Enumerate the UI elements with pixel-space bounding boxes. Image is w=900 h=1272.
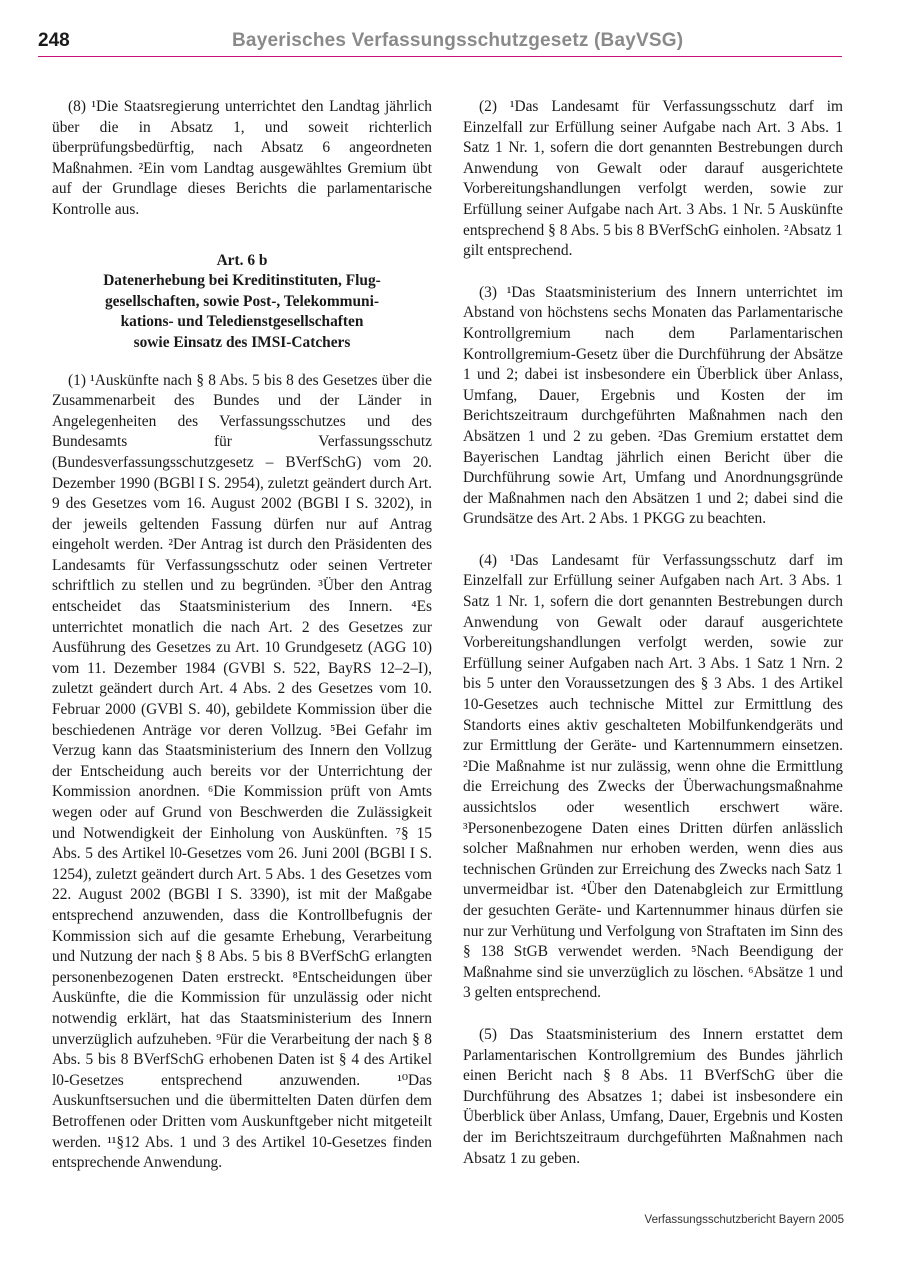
article-title-line: sowie Einsatz des IMSI-Catchers: [133, 333, 351, 351]
paragraph-8: (8) ¹Die Staatsregierung unterrichtet den Landtag jährlich über die in Absatz 1, und soweit richterlich überprüfungsbedürftig, nach Absatz 6 angeordneten Maßnahmen. ²Ein vom Landtag ausgewähltes Gremium übt auf der Grundlage dieses Berichts die parlamentarische Kontrolle aus.: [52, 98, 432, 218]
paragraph-1: (1) ¹Auskünfte nach § 8 Abs. 5 bis 8 des Gesetzes über die Zusammenarbeit des Bundes und der Länder in Angelegenheiten des Verfassungsschutzes und des Bundesamts für Verfassungsschutz (Bundesverfassungsschutzgesetz – BVerfSchG) vom 20. Dezember 1990 (BGBl I S. 2954), zuletzt geändert durch Art. 9 des Gesetzes vom 16. August 2002 (BGBl I S. 3202), in der jeweils geltenden Fassung dürfen nur auf Antrag eingeholt werden. ²Der Antrag ist durch den Präsidenten des Landesamts für Verfassungsschutz oder seinen Vertreter schriftlich zu stellen und zu begründen. ³Über den Antrag entscheidet das Staatsministerium des Innern. ⁴Es unterrichtet monatlich die nach Art. 2 des Gesetzes zur Ausführung des Gesetzes zu Art. 10 Grundgesetz (AGG 10) vom 11. Dezember 1984 (GVBl S. 522, BayRS 12–2–I), zuletzt geändert durch Art. 4 Abs. 2 des Gesetzes vom 10. Februar 2000 (GVBl S. 40), gebildete Kommission über die beschiedenen Anträge vor deren Vollzug. ⁵Bei Gefahr im Verzug kann das Staatsministerium des Innern den Vollzug der Entscheidung auch bereits vor der Unterrichtung der Kommission anordnen. ⁶Die Kommission prüft von Amts wegen oder auf Grund von Beschwerden die Zulässigkeit und Notwendigkeit der Einholung von Auskünften. ⁷§ 15 Abs. 5 des Artikel l0-Gesetzes vom 26. Juni 200l (BGBl I S. 1254), zuletzt geändert durch Art. 5 Abs. 1 des Gesetzes vom 22. August 2002 (BGBl I S. 3390), ist mit der Maßgabe entsprechend anzuwenden, dass die Kontrollbefugnis der Kommission sich auf die gesamte Erhebung, Verarbeitung und Nutzung der nach § 8 Abs. 5 bis 8 BVerfSchG erlangten personenbezogenen Daten erstreckt. ⁸Entscheidungen über Auskünfte, die die Kommission für unzulässig oder nicht notwendig erklärt, hat das Staatsministerium des Innern unverzüglich aufzuheben. ⁹Für die Verarbeitung der nach § 8 Abs. 5 bis 8 BVerfSchG erhobenen Daten ist § 4 des Artikel l0-Gesetzes entsprechend anzuwenden. ¹⁰Das Auskunftsersuchen und die übermittelten Daten dürfen dem Betroffenen oder Dritten vom Auskunftgeber nicht mitgeteilt werden. ¹¹§12 Abs. 1 und 3 des Artikel 10-Gesetzes finden entsprechende Anwendung.: [52, 371, 432, 1172]
article-title-line: kations- und Teledienstgesellschaften: [120, 313, 364, 331]
right-column: [463, 97, 843, 1169]
running-title: Bayerisches Verfassungsschutzgesetz (BayVSG): [232, 30, 684, 51]
article-heading: [52, 251, 432, 354]
article-number: Art. 6 b: [216, 251, 268, 269]
page-number: 248: [38, 30, 70, 51]
article-title-line: gesellschaften, sowie Post-, Telekommuni-: [104, 292, 380, 310]
page-header: [38, 20, 842, 57]
paragraph-4: (4) ¹Das Landesamt für Verfassungsschutz darf im Einzelfall zur Erfüllung seiner Aufgaben nach Art. 3 Abs. 1 Satz 1 Nr. 1, sofern die dort genannten Bestrebungen durch Anwendung von Gewalt oder darauf ausgerichtete Vorbereitungshandlungen verfolgt werden, sowie zur Erfüllung seiner Aufgaben nach Art. 3 Abs. 1 Satz 1 Nrn. 2 bis 5 unter den Voraussetzungen des § 3 Abs. 1 des Artikel 10-Gesetzes auch technische Mittel zur Ermittlung des Standorts eines aktiv geschalteten Mobilfunkendgeräts und zur Ermittlung der Geräte- und Kartennummern einsetzen. ²Die Maßnahme ist nur zulässig, wenn ohne die Ermittlung die Erreichung des Zwecks der Überwachungsmaßnahme aussichtslos oder wesentlich erschwert wäre. ³Personenbezogene Daten eines Dritten dürfen anlässlich solcher Maßnahmen nur erhoben werden, wenn dies aus technischen Gründen zur Erreichung des Zwecks nach Satz 1 unvermeidbar ist. ⁴Über den Datenabgleich zur Ermittlung der gesuchten Geräte- und Kartennummer hinaus dürfen sie nur zur Verhütung und Verfolgung von Straftaten im Sinn des § 138 StGB verwendet werden. ⁵Nach Beendigung der Maßnahme sind sie unverzüglich zu löschen. ⁶Absätze 1 und 3 gelten entsprechend.: [463, 551, 843, 1002]
paragraph-2: (2) ¹Das Landesamt für Verfassungsschutz darf im Einzelfall zur Erfüllung seiner Aufgabe nach Art. 3 Abs. 1 Satz 1 Nr. 1, sofern die dort genannten Bestrebungen durch Anwendung von Gewalt oder darauf ausgerichtete Vorbereitungshandlungen verfolgt werden, sowie zur Erfüllung seiner Aufgabe nach Art. 3 Abs. 1 Nr. 5 Auskünfte entsprechend § 8 Abs. 5 bis 8 BVerfSchG einholen. ²Absatz 1 gilt entsprechend.: [463, 98, 843, 260]
paragraph-3: (3) ¹Das Staatsministerium des Innern unterrichtet im Abstand von höchstens sechs Monaten das Parlamentarische Kontrollgremium nach dem Parlamentarischen Kontrollgremium-Gesetz über die Durchführung der Absätze 1 und 2; dabei ist insbesondere ein Überblick über Anlass, Umfang, Dauer, Ergebnis und Kosten der im Berichtszeitraum durchgeführten Maßnahmen nach den Absätzen 1 und 2 zu geben. ²Das Gremium erstattet dem Bayerischen Landtag jährlich einen Bericht über die Durchführung sowie Art, Umfang und Anordnungsgründe der Maßnahmen nach den Absätzen 1 und 2; dabei sind die Grundsätze des Art. 2 Abs. 1 PKGG zu beachten.: [463, 283, 843, 528]
paragraph-5: (5) Das Staatsministerium des Innern erstattet dem Parlamentarischen Kontrollgremium des Bundes jährlich einen Bericht nach § 8 Abs. 11 BVerfSchG über die Durchführung des Absatzes 1; dabei ist insbesondere ein Überblick über Anlass, Umfang, Dauer, Ergebnis und Kosten der im Berichtszeitraum durchgeführten Maßnahmen nach Absatz 1 zu geben.: [463, 1025, 843, 1167]
article-title-line: Datenerhebung bei Kreditinstituten, Flug-: [103, 272, 381, 290]
page-footer: Verfassungsschutzbericht Bayern 2005: [644, 1214, 844, 1226]
left-column: [52, 97, 432, 1174]
